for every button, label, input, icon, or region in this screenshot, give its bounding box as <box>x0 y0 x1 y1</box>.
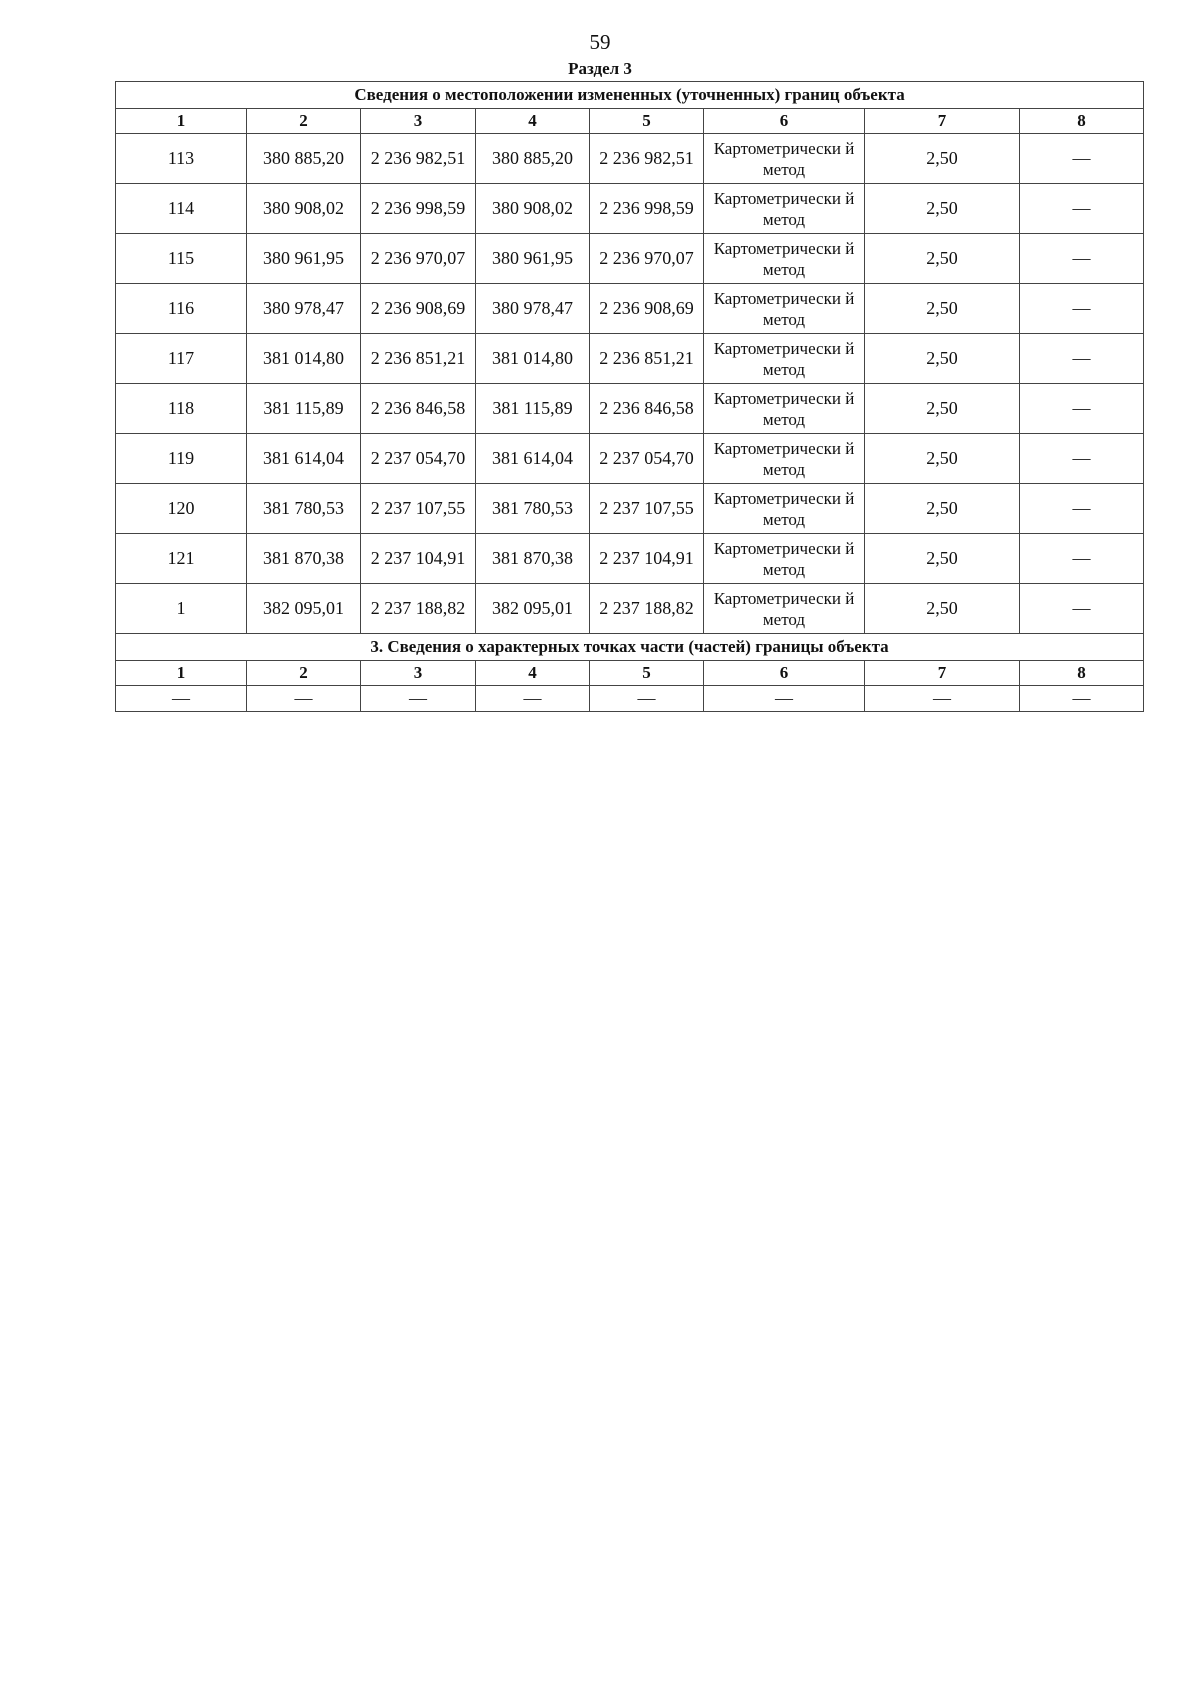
column-number: 1 <box>116 661 247 686</box>
table-row <box>116 184 1144 234</box>
method-cell: Картометрически й метод <box>704 484 865 534</box>
method-cell: Картометрически й метод <box>704 534 865 584</box>
method-cell: Картометрически й метод <box>704 134 865 184</box>
table-cell: — <box>1020 434 1144 484</box>
table-row <box>116 134 1144 184</box>
table-row <box>116 234 1144 284</box>
table-cell: — <box>865 686 1020 712</box>
table-cell: — <box>116 686 247 712</box>
coordinates-table <box>115 81 1144 712</box>
table1-caption: Сведения о местоположении измененных (уточненных) границ объекта <box>116 82 1144 109</box>
table-cell: 2 236 851,21 <box>361 334 476 384</box>
table-cell: 380 908,02 <box>247 184 361 234</box>
table-cell: 381 115,89 <box>476 384 590 434</box>
method-cell: Картометрически й метод <box>704 284 865 334</box>
table-cell: 119 <box>116 434 247 484</box>
table-cell: — <box>590 686 704 712</box>
table-cell: 381 614,04 <box>476 434 590 484</box>
method-cell: Картометрически й метод <box>704 234 865 284</box>
table-cell: 2 236 982,51 <box>361 134 476 184</box>
table-cell: 2 237 107,55 <box>361 484 476 534</box>
table-cell: 381 870,38 <box>476 534 590 584</box>
table-cell: 2,50 <box>865 134 1020 184</box>
table-cell: 2 236 998,59 <box>361 184 476 234</box>
table-cell: 2,50 <box>865 484 1020 534</box>
table-cell: 2 236 908,69 <box>590 284 704 334</box>
table-cell: 2,50 <box>865 434 1020 484</box>
table-cell: 380 961,95 <box>476 234 590 284</box>
table-cell: 381 614,04 <box>247 434 361 484</box>
table-cell: 2,50 <box>865 334 1020 384</box>
table-cell: 2,50 <box>865 584 1020 634</box>
column-number-row <box>116 661 1144 686</box>
table-cell: — <box>247 686 361 712</box>
table-cell: 117 <box>116 334 247 384</box>
table-cell: 381 014,80 <box>247 334 361 384</box>
table-cell: — <box>1020 384 1144 434</box>
table-cell: 114 <box>116 184 247 234</box>
method-cell: Картометрически й метод <box>704 384 865 434</box>
table-cell: 381 780,53 <box>476 484 590 534</box>
table-cell: 2 237 188,82 <box>590 584 704 634</box>
table-cell: 2 236 851,21 <box>590 334 704 384</box>
table-cell: — <box>1020 584 1144 634</box>
column-number: 3 <box>361 109 476 134</box>
table-cell: — <box>1020 484 1144 534</box>
table-row <box>116 584 1144 634</box>
method-cell: Картометрически й метод <box>704 334 865 384</box>
table-cell: 2 237 054,70 <box>361 434 476 484</box>
column-number: 6 <box>704 109 865 134</box>
table-cell: 115 <box>116 234 247 284</box>
table2-caption-row <box>116 634 1144 661</box>
table-cell: 381 780,53 <box>247 484 361 534</box>
table-row <box>116 334 1144 384</box>
table-cell: — <box>1020 134 1144 184</box>
table-cell: 2,50 <box>865 534 1020 584</box>
table-cell: 2 236 998,59 <box>590 184 704 234</box>
table-cell: 2,50 <box>865 384 1020 434</box>
table-row <box>116 434 1144 484</box>
table-cell: 1 <box>116 584 247 634</box>
column-number: 7 <box>865 109 1020 134</box>
column-number: 2 <box>247 109 361 134</box>
table-cell: 121 <box>116 534 247 584</box>
column-number: 6 <box>704 661 865 686</box>
table-cell: 2 237 107,55 <box>590 484 704 534</box>
table-cell: 380 978,47 <box>247 284 361 334</box>
table-cell: — <box>1020 534 1144 584</box>
method-cell: Картометрически й метод <box>704 184 865 234</box>
column-number: 2 <box>247 661 361 686</box>
table-cell: 381 014,80 <box>476 334 590 384</box>
column-number: 5 <box>590 661 704 686</box>
table-cell: — <box>476 686 590 712</box>
table-cell: 2,50 <box>865 184 1020 234</box>
page-number: 59 <box>589 30 611 54</box>
column-number: 8 <box>1020 661 1144 686</box>
column-number: 3 <box>361 661 476 686</box>
table-cell: 2 236 908,69 <box>361 284 476 334</box>
table-cell: 2 236 970,07 <box>590 234 704 284</box>
table-cell: — <box>1020 686 1144 712</box>
table-cell: 2 237 188,82 <box>361 584 476 634</box>
method-cell: — <box>704 686 865 712</box>
table-row <box>116 384 1144 434</box>
column-number: 4 <box>476 109 590 134</box>
table-cell: 116 <box>116 284 247 334</box>
table-cell: 380 885,20 <box>476 134 590 184</box>
table-cell: 380 961,95 <box>247 234 361 284</box>
table-cell: — <box>1020 184 1144 234</box>
table2-caption: 3. Сведения о характерных точках части (частей) границы объекта <box>116 634 1144 661</box>
section-title: Раздел 3 <box>568 59 632 78</box>
table-cell: 2,50 <box>865 234 1020 284</box>
table-cell: 2 236 982,51 <box>590 134 704 184</box>
table-cell: 120 <box>116 484 247 534</box>
table-cell: 380 908,02 <box>476 184 590 234</box>
table-row <box>116 534 1144 584</box>
table-cell: — <box>361 686 476 712</box>
column-number: 4 <box>476 661 590 686</box>
table-cell: 380 885,20 <box>247 134 361 184</box>
table1-caption-row <box>116 82 1144 109</box>
table-cell: — <box>1020 334 1144 384</box>
column-number: 7 <box>865 661 1020 686</box>
method-cell: Картометрически й метод <box>704 434 865 484</box>
table-cell: 2 237 054,70 <box>590 434 704 484</box>
table-cell: 2,50 <box>865 284 1020 334</box>
table-cell: 2 236 846,58 <box>590 384 704 434</box>
column-number: 8 <box>1020 109 1144 134</box>
column-number: 5 <box>590 109 704 134</box>
table-cell: 382 095,01 <box>247 584 361 634</box>
table-cell: 113 <box>116 134 247 184</box>
method-cell: Картометрически й метод <box>704 584 865 634</box>
table-cell: 381 115,89 <box>247 384 361 434</box>
table-cell: — <box>1020 284 1144 334</box>
column-number: 1 <box>116 109 247 134</box>
column-number-row <box>116 109 1144 134</box>
table-cell: 381 870,38 <box>247 534 361 584</box>
table-cell: 2 237 104,91 <box>361 534 476 584</box>
table-cell: — <box>1020 234 1144 284</box>
table-cell: 118 <box>116 384 247 434</box>
table-row <box>116 484 1144 534</box>
table-row <box>116 686 1144 712</box>
table-cell: 2 236 846,58 <box>361 384 476 434</box>
table-row <box>116 284 1144 334</box>
table-cell: 380 978,47 <box>476 284 590 334</box>
table-cell: 382 095,01 <box>476 584 590 634</box>
table-cell: 2 236 970,07 <box>361 234 476 284</box>
table-cell: 2 237 104,91 <box>590 534 704 584</box>
